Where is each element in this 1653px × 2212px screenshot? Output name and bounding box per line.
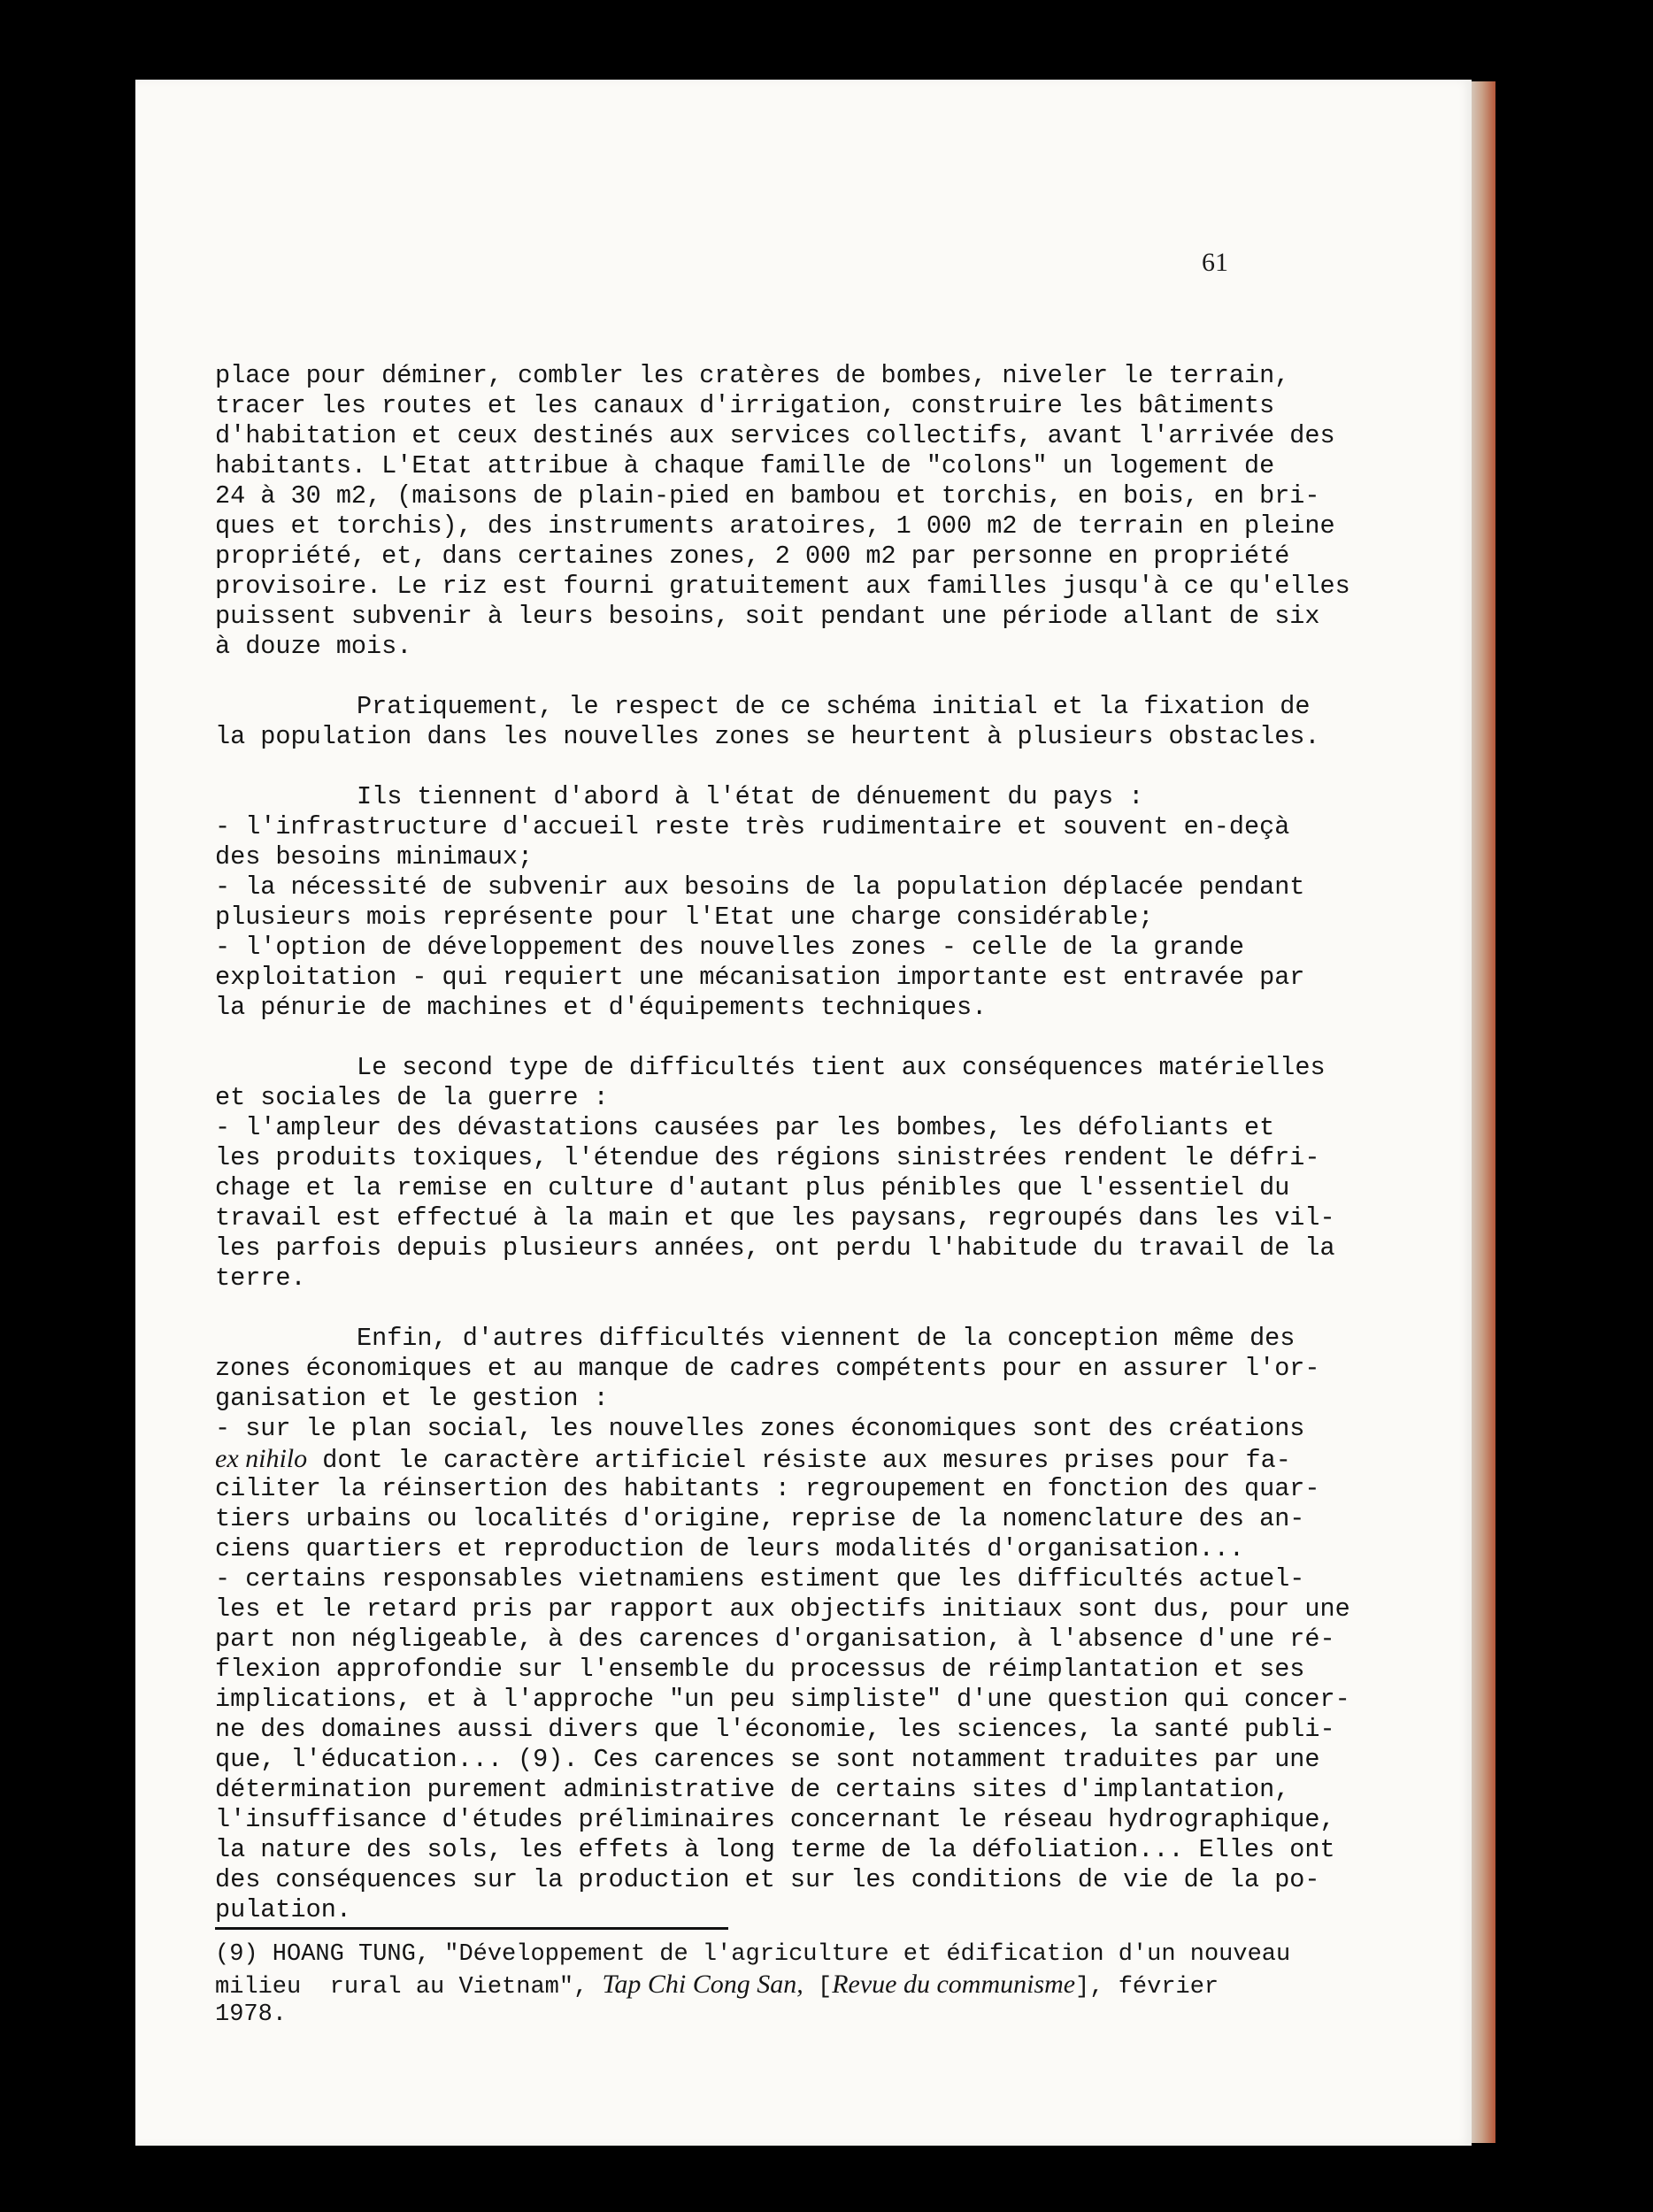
text-line — [215, 1444, 1321, 1474]
text-line: zones économiques et au manque de cadres compétents pour en assurer l'or- — [215, 1354, 1320, 1383]
text-line: l'insuffisance d'études préliminaires concernant le réseau hydrographique, — [215, 1805, 1335, 1834]
text-line: provisoire. Le riz est fourni gratuitement aux familles jusqu'à ce qu'elles — [215, 572, 1350, 601]
page-number: 61 — [1202, 248, 1228, 277]
text-line: Le second type de difficultés tient aux conséquences matérielles — [357, 1053, 1326, 1082]
text-line: à douze mois. — [215, 632, 412, 661]
journal-title: Tap Chi Cong San, — [602, 1970, 803, 1999]
footnote-rule — [215, 1927, 728, 1930]
footnote-line: 1978. — [215, 2001, 288, 2028]
text-line: - sur le plan social, les nouvelles zones économiques sont des créations — [215, 1414, 1305, 1443]
text-line: place pour déminer, combler les cratères de bombes, niveler le terrain, — [215, 361, 1290, 390]
text-line: tiers urbains ou localités d'origine, reprise de la nomenclature des an- — [215, 1504, 1305, 1533]
text-line: les et le retard pris par rapport aux objectifs initiaux sont dus, pour une — [215, 1594, 1350, 1624]
text-line: travail est effectué à la main et que les paysans, regroupés dans les vil- — [215, 1203, 1335, 1233]
text-line: des besoins minimaux; — [215, 842, 534, 872]
text-line: la pénurie de machines et d'équipements techniques. — [215, 993, 988, 1022]
text-line: détermination purement administrative de certains sites d'implantation, — [215, 1775, 1290, 1804]
text-line: flexion approfondie sur l'ensemble du processus de réimplantation et ses — [215, 1655, 1305, 1684]
text-line: la nature des sols, les effets à long terme de la défoliation... Elles ont — [215, 1835, 1335, 1864]
text-span: ], février — [1075, 1974, 1219, 2001]
text-line: - certains responsables vietnamiens estiment que les difficultés actuel- — [215, 1564, 1305, 1594]
text-line: Pratiquement, le respect de ce schéma initial et la fixation de — [357, 692, 1311, 721]
text-line: la population dans les nouvelles zones se heurtent à plusieurs obstacles. — [215, 722, 1320, 751]
italic-phrase: ex nihilo — [215, 1444, 308, 1473]
text-line: exploitation - qui requiert une mécanisation importante est entravée par — [215, 963, 1305, 992]
text-line: pulation. — [215, 1895, 351, 1924]
text-span: milieu rural au Vietnam", — [215, 1974, 603, 2001]
footnote-line — [215, 1970, 1321, 2000]
text-line: implications, et à l'approche "un peu simpliste" d'une question qui concer- — [215, 1685, 1350, 1714]
body-text — [215, 361, 1350, 1925]
text-line: que, l'éducation... (9). Ces carences se sont notamment traduites par une — [215, 1745, 1320, 1774]
text-line: Enfin, d'autres difficultés viennent de la conception même des — [357, 1324, 1295, 1353]
text-line: propriété, et, dans certaines zones, 2 000 m2 par personne en propriété — [215, 541, 1290, 571]
text-line: ne des domaines aussi divers que l'économie, les sciences, la santé publi- — [215, 1715, 1335, 1744]
text-line: les parfois depuis plusieurs années, ont perdu l'habitude du travail de la — [215, 1233, 1335, 1263]
text-line: ganisation et le gestion : — [215, 1384, 609, 1413]
text-span: [ — [803, 1974, 833, 2001]
text-line: puissent subvenir à leurs besoins, soit pendant une période allant de six — [215, 602, 1320, 631]
text-line: part non négligeable, à des carences d'organisation, à l'absence d'une ré- — [215, 1624, 1335, 1654]
text-line: - la nécessité de subvenir aux besoins de la population déplacée pendant — [215, 872, 1305, 902]
text-line: ques et torchis), des instruments aratoires, 1 000 m2 de terrain en pleine — [215, 511, 1335, 541]
text-line: les produits toxiques, l'étendue des régions sinistrées rendent le défri- — [215, 1143, 1320, 1172]
text-line: tracer les routes et les canaux d'irrigation, construire les bâtiments — [215, 391, 1275, 420]
text-line: - l'ampleur des dévastations causées par les bombes, les défoliants et — [215, 1113, 1275, 1142]
text-line: ciens quartiers et reproduction de leurs modalités d'organisation... — [215, 1534, 1244, 1563]
text-line: terre. — [215, 1263, 306, 1293]
text-line: 24 à 30 m2, (maisons de plain-pied en bambou et torchis, en bois, en bri- — [215, 481, 1320, 511]
text-line: des conséquences sur la production et sur les conditions de vie de la po- — [215, 1865, 1320, 1894]
text-line: d'habitation et ceux destinés aux services collectifs, avant l'arrivée des — [215, 421, 1335, 450]
text-line: ciliter la réinsertion des habitants : regroupement en fonction des quar- — [215, 1474, 1320, 1503]
journal-translation: Revue du communisme — [832, 1970, 1076, 1999]
text-line: Ils tiennent d'abord à l'état de dénuement du pays : — [357, 782, 1144, 811]
text-line: - l'option de développement des nouvelles zones - celle de la grande — [215, 933, 1244, 962]
text-line: chage et la remise en culture d'autant plus pénibles que l'essentiel du — [215, 1173, 1290, 1202]
text-line: - l'infrastructure d'accueil reste très rudimentaire et souvent en-deçà — [215, 812, 1290, 841]
footnote-line: (9) HOANG TUNG, "Développement de l'agriculture et édification d'un nouveau — [215, 1941, 1291, 1968]
text-line: plusieurs mois représente pour l'Etat une charge considérable; — [215, 902, 1154, 932]
text-line: et sociales de la guerre : — [215, 1083, 609, 1112]
text-line: habitants. L'Etat attribue à chaque famille de "colons" un logement de — [215, 451, 1275, 480]
text-span: dont le caractère artificiel résiste aux mesures prises pour fa- — [307, 1446, 1291, 1475]
footnote — [215, 1939, 1321, 2030]
